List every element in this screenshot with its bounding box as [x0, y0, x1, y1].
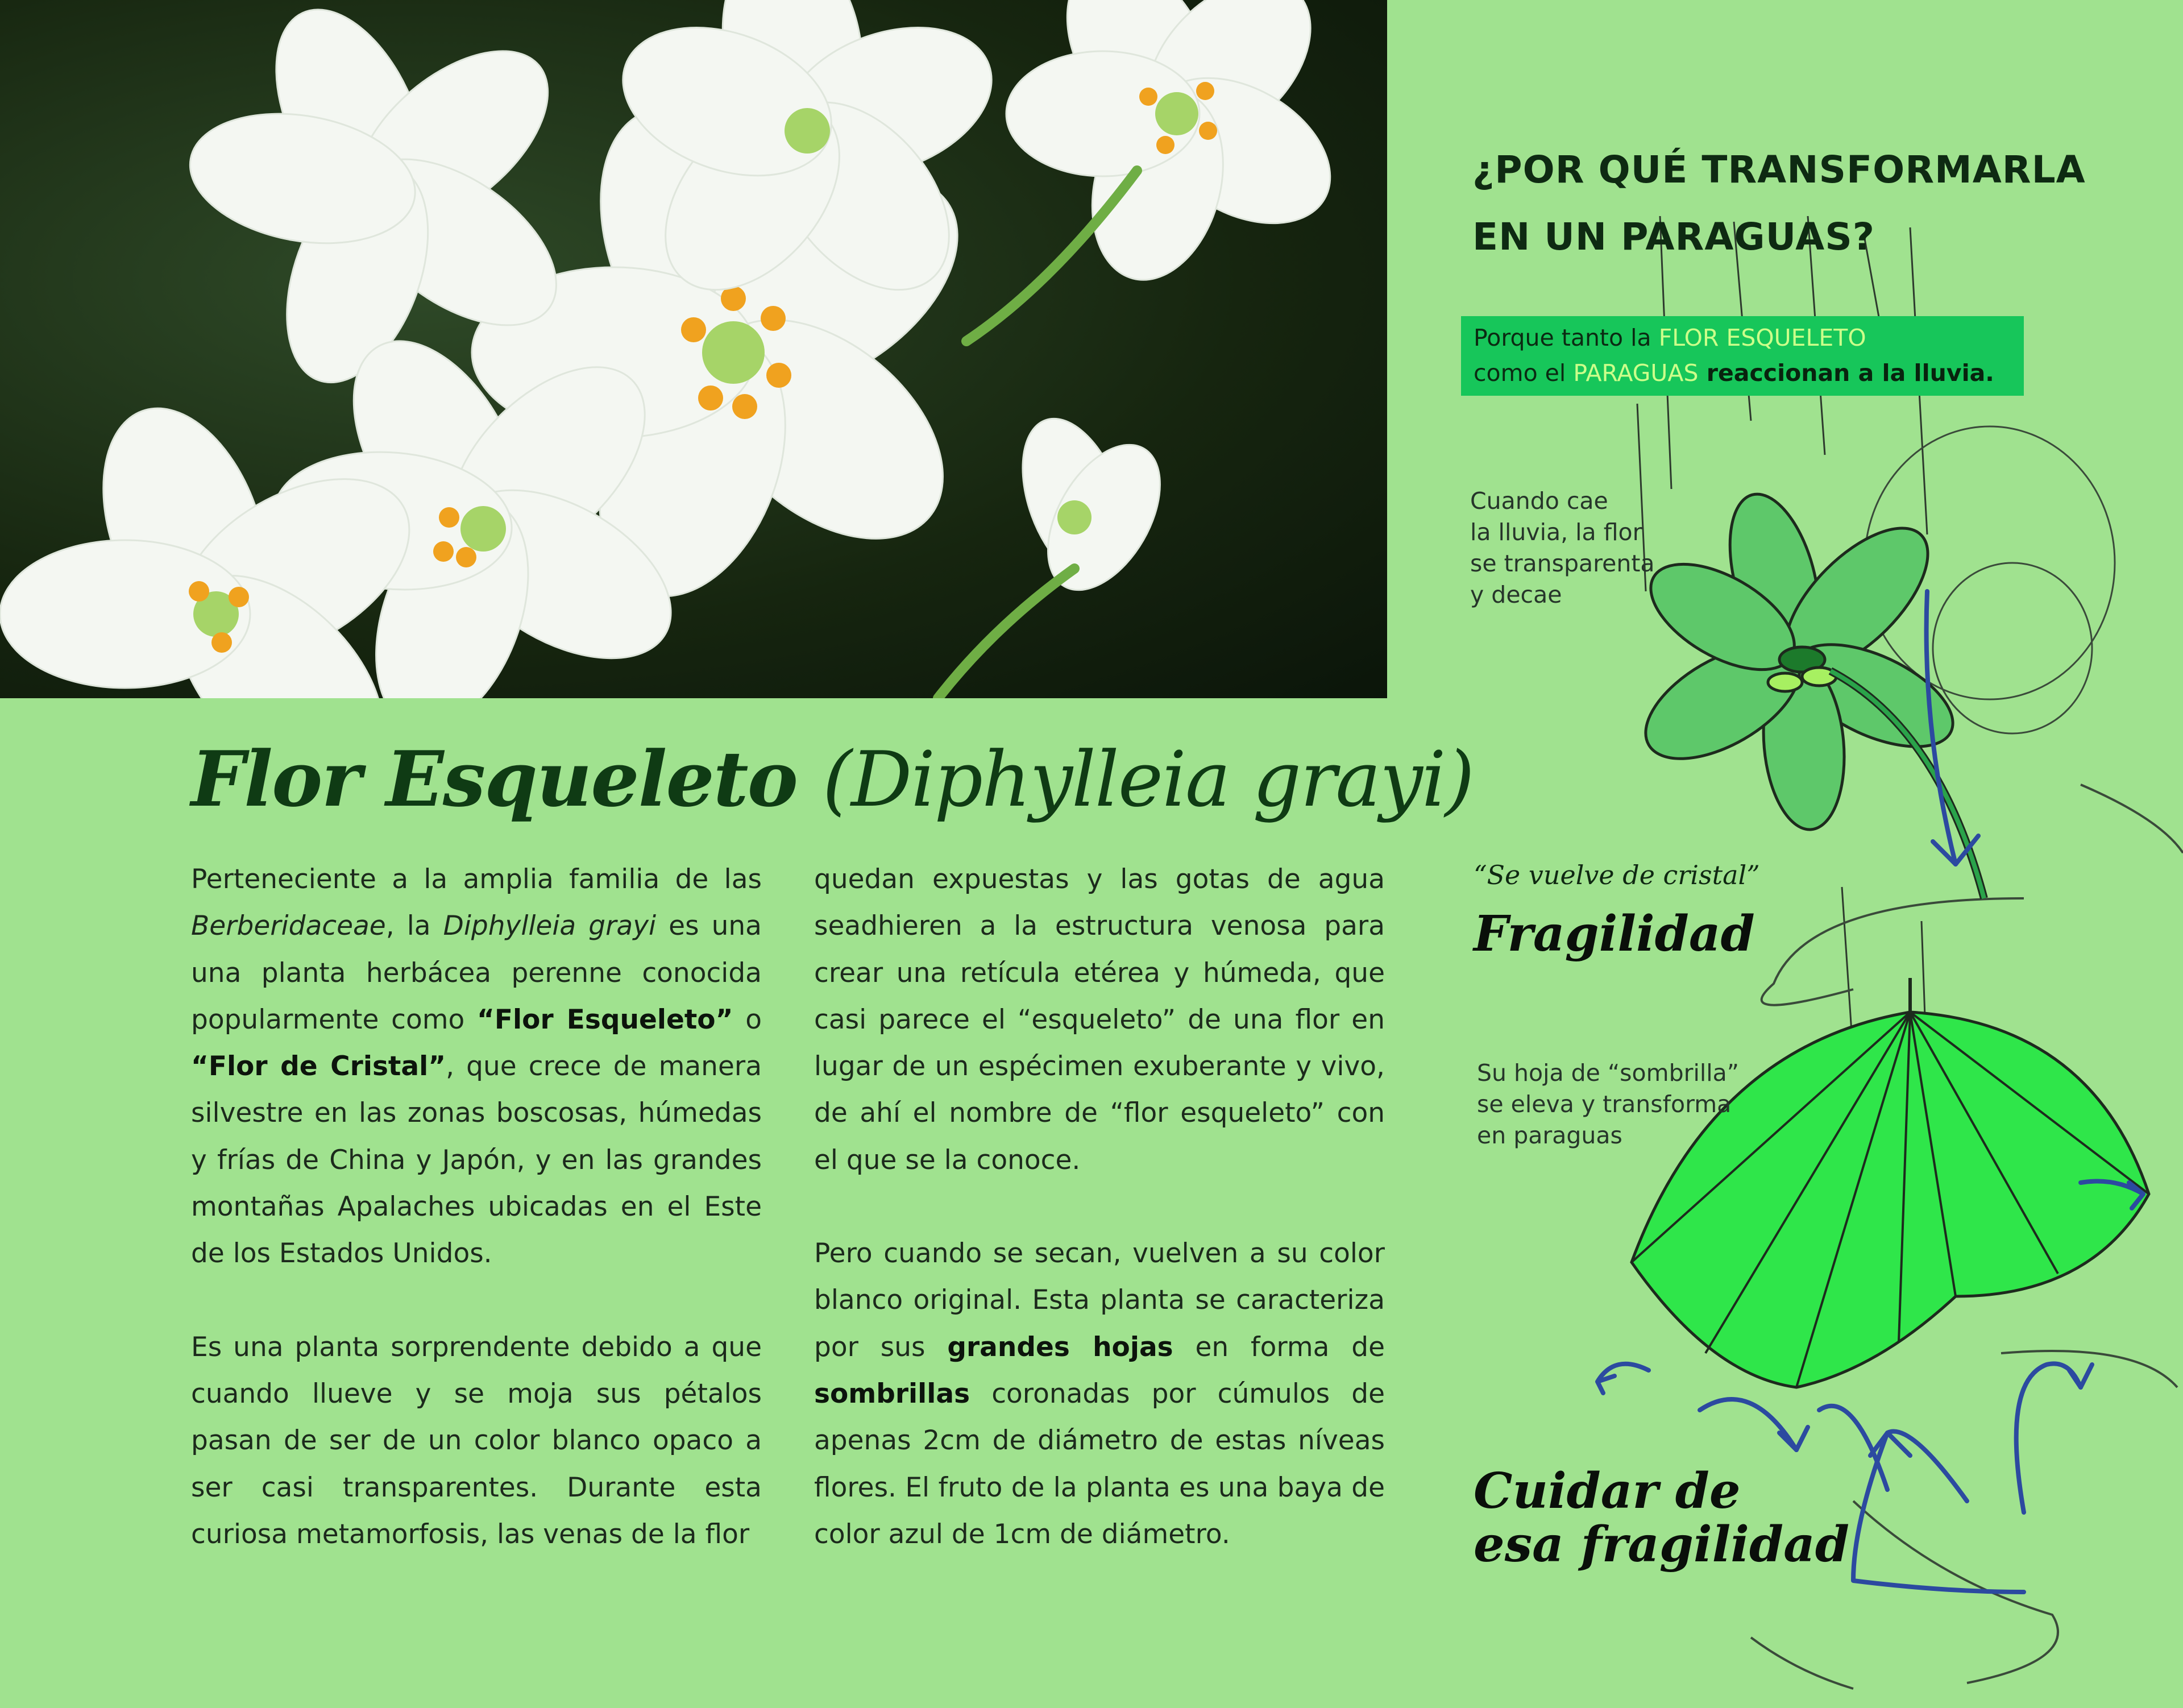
note-line: en paraguas [1477, 1122, 1622, 1149]
paragraph: Es una planta sorprendente debido a que cuando llueve y se moja sus pétalos pasan de ser de un color blanco opaco a ser casi transparentes. Durante esta curiosa metamorfosis, las venas de la flor [191, 1331, 762, 1550]
text-run: Perteneciente a la amplia familia de las [191, 864, 762, 895]
article-title [191, 733, 1474, 826]
title-main: Flor Esqueleto [191, 734, 798, 824]
bold-phrase: reaccionan a la lluvia. [1698, 359, 1994, 387]
text-run: es una una planta herbácea perenne conocida popularmente como [191, 910, 762, 1035]
title-scientific: (Diphylleia grayi) [822, 735, 1474, 824]
note-line: se eleva y transforma [1477, 1091, 1732, 1118]
note-line: la lluvia, la flor [1470, 519, 1642, 546]
species-name: Diphylleia grayi [443, 910, 657, 942]
body-column-1 [191, 856, 762, 1605]
paragraph: quedan expuestas y las gotas de agua seadhieren a la estructura venosa para crear una retícula etérea y húmeda, que casi parece el “esqueleto” de una flor en lugar de un espécimen exuberante y vivo, de ahí el nombre de “flor esqueleto” con el que se la conoce. [814, 864, 1385, 1176]
text-run: Porque tanto la [1474, 324, 1659, 351]
text-run: , la [385, 910, 443, 942]
banner-line-1 [1474, 321, 1866, 355]
heading-line: EN UN PARAGUAS? [1472, 215, 1875, 259]
highlight-term: FLOR ESQUELETO [1658, 324, 1866, 351]
label-line: Cuidar de [1474, 1462, 1741, 1520]
emphasis: grandes hojas [947, 1331, 1173, 1363]
note-umbrella-leaf [1477, 1058, 1739, 1151]
highlight-term: PARAGUAS [1573, 359, 1699, 387]
note-line: y decae [1470, 581, 1562, 608]
paragraph [191, 856, 762, 1278]
sidebar-heading [1472, 136, 2086, 271]
banner-line-2 [1474, 356, 1994, 390]
body-column-2 [814, 856, 1385, 1605]
label-fragilidad: Fragilidad [1474, 905, 1755, 963]
text-run: en forma de [1173, 1331, 1385, 1363]
text-run: o [733, 1004, 762, 1035]
family-name: Berberidaceae [191, 910, 386, 942]
label-line: esa fragilidad [1474, 1516, 1849, 1573]
flower-photo [0, 0, 1387, 698]
common-name: “Flor Esqueleto” [477, 1004, 733, 1035]
text-run: coronadas por cúmulos de apenas 2cm de diámetro de estas níveas flores. El fruto de la planta es una baya de color azul de 1cm de diámetro. [814, 1378, 1385, 1550]
text-run: como el [1474, 359, 1574, 387]
label-cuidar [1474, 1462, 1849, 1573]
heading-line: ¿POR QUÉ TRANSFORMARLA [1472, 148, 2086, 192]
paragraph [814, 1230, 1385, 1558]
caption-quote: “Se vuelve de cristal” [1474, 860, 1760, 890]
common-name: “Flor de Cristal” [191, 1051, 446, 1083]
note-line: Su hoja de “sombrilla” [1477, 1059, 1739, 1087]
emphasis: sombrillas [814, 1378, 970, 1409]
text-run: Pero cuando se secan, vuelven a su color blanco original. Esta planta se caracteriza por sus [814, 1238, 1385, 1363]
note-rain-flower [1470, 486, 1655, 611]
text-run: , que crece de manera silvestre en las zonas boscosas, húmedas y frías de China y Japón, y en las grandes montañas Apalaches ubicadas en el Este de los Estados Unidos. [191, 1051, 762, 1270]
note-line: Cuando cae [1470, 487, 1608, 515]
note-line: se transparenta [1470, 550, 1655, 577]
